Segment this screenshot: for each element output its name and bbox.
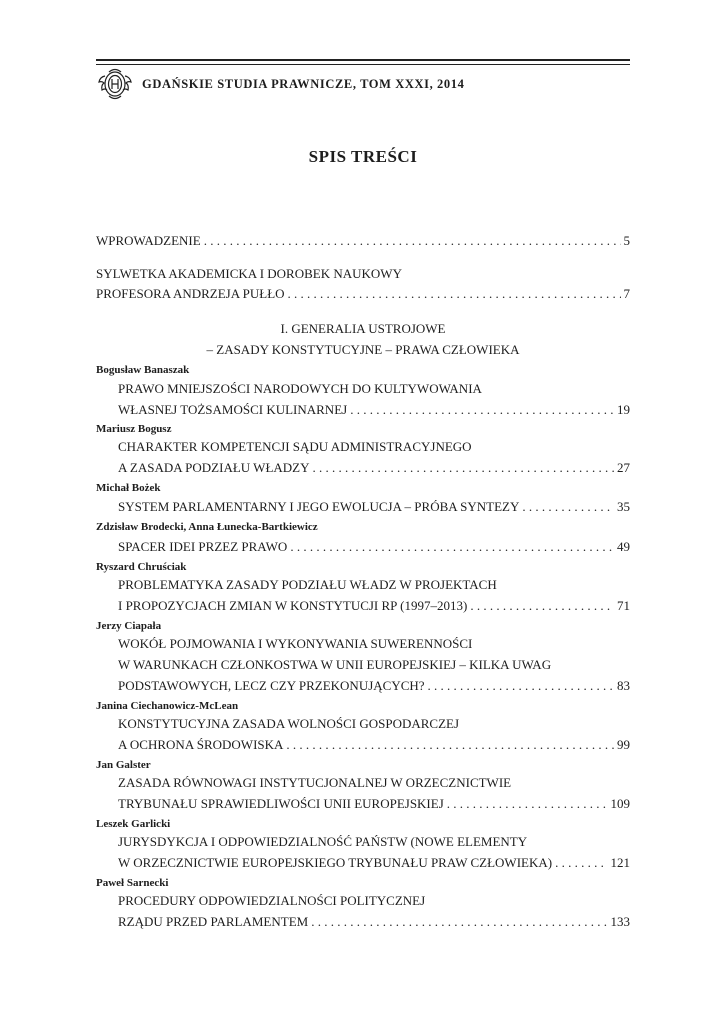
toc-entry-title: JURYSDYKCJA I ODPOWIEDZIALNOŚĆ PAŃSTW (NOWE ELEMENTY — [118, 834, 528, 849]
toc-author: Ryszard Chruściak — [96, 561, 187, 573]
toc-entry-title: W ORZECZNICTWIE EUROPEJSKIEGO TRYBUNAŁU PRAW CZŁOWIEKA) — [118, 855, 553, 870]
toc-entry-title: I PROPOZYCJACH ZMIAN W KONSTYTUCJI RP (1997–2013) — [118, 598, 468, 613]
toc-page-number: 27 — [617, 460, 630, 475]
toc-entry-title: RZĄDU PRZED PARLAMENTEM — [118, 914, 309, 929]
journal-title: GDAŃSKIE STUDIA PRAWNICZE, TOM XXXI, 2014 — [142, 77, 465, 91]
toc-page-number: 83 — [617, 678, 630, 693]
dot-leader — [313, 459, 614, 477]
toc-author: Leszek Garlicki — [96, 818, 171, 830]
toc-author: Bogusław Banaszak — [96, 364, 190, 376]
dot-leader — [555, 854, 607, 872]
university-seal-icon — [97, 67, 133, 101]
toc-author: Janina Ciechanowicz-McLean — [96, 700, 239, 712]
toc-entry-title: A OCHRONA ŚRODOWISKA — [118, 737, 284, 752]
toc-entry-title: WPROWADZENIE — [96, 233, 201, 248]
section-subheading: – ZASADY KONSTYTUCYJNE – PRAWA CZŁOWIEKA — [206, 342, 520, 357]
dot-leader — [204, 232, 621, 250]
toc-entry-title: WŁASNEJ TOŻSAMOŚCI KULINARNEJ — [118, 402, 348, 417]
toc-entry-title: CHARAKTER KOMPETENCJI SĄDU ADMINISTRACYJNEGO — [118, 439, 472, 454]
toc-page-number: 99 — [617, 737, 630, 752]
toc-page-number: 49 — [617, 539, 630, 554]
toc-entry-title: PODSTAWOWYCH, LECZ CZY PRZEKONUJĄCYCH? — [118, 678, 425, 693]
toc-entry-profile[interactable] — [96, 285, 630, 303]
toc-entry[interactable] — [118, 498, 630, 516]
page-title: SPIS TREŚCI — [308, 147, 418, 166]
toc-entry[interactable] — [118, 736, 630, 754]
dot-leader — [428, 677, 614, 695]
toc-author: Paweł Sarnecki — [96, 877, 169, 889]
toc-entry[interactable] — [118, 401, 630, 419]
toc-entry[interactable] — [118, 854, 630, 872]
toc-entry[interactable] — [118, 677, 630, 695]
toc-entry-title: A ZASADA PODZIAŁU WŁADZY — [118, 460, 310, 475]
toc-page-number: 7 — [623, 286, 630, 301]
toc-entry-title: PRAWO MNIEJSZOŚCI NARODOWYCH DO KULTYWOWANIA — [118, 381, 482, 396]
toc-author: Michał Bożek — [96, 482, 161, 494]
toc-page-number: 109 — [610, 796, 630, 811]
dot-leader — [288, 285, 621, 303]
toc-author: Mariusz Bogusz — [96, 423, 172, 435]
toc-page-number: 35 — [617, 499, 630, 514]
toc-entry-title: SYLWETKA AKADEMICKA I DOROBEK NAUKOWY — [96, 266, 402, 281]
toc-entry-title: PROCEDURY ODPOWIEDZIALNOŚCI POLITYCZNEJ — [118, 893, 426, 908]
dot-leader — [522, 498, 614, 516]
toc-entry-title: PROFESORA ANDRZEJA PUŁŁO — [96, 286, 285, 301]
toc-entry-title: SPACER IDEI PRZEZ PRAWO — [118, 539, 288, 554]
toc-author: Zdzisław Brodecki, Anna Łunecka-Bartkiewicz — [96, 521, 318, 533]
dot-leader — [286, 736, 614, 754]
toc-author: Jerzy Ciapała — [96, 620, 162, 632]
toc-author: Jan Galster — [96, 759, 151, 771]
header-rule-thin — [96, 64, 630, 65]
toc-page-number: 133 — [610, 914, 630, 929]
dot-leader — [447, 795, 608, 813]
toc-entry[interactable] — [118, 597, 630, 615]
header-rule-thick — [96, 59, 630, 61]
toc-page-number: 19 — [617, 402, 630, 417]
toc-entry[interactable] — [118, 913, 630, 931]
toc-entry-title: SYSTEM PARLAMENTARNY I JEGO EWOLUCJA – PRÓBA SYNTEZY — [118, 499, 520, 514]
toc-entry-title: WOKÓŁ POJMOWANIA I WYKONYWANIA SUWERENNOŚCI — [118, 636, 473, 651]
toc-entry-title: KONSTYTUCYJNA ZASADA WOLNOŚCI GOSPODARCZEJ — [118, 716, 460, 731]
toc-entry-title: ZASADA RÓWNOWAGI INSTYTUCJONALNEJ W ORZECZNICTWIE — [118, 775, 512, 790]
toc-entry[interactable] — [118, 538, 630, 556]
section-heading: I. GENERALIA USTROJOWE — [280, 321, 446, 336]
toc-entry-title: W WARUNKACH CZŁONKOSTWA W UNII EUROPEJSKIEJ – KILKA UWAG — [118, 657, 552, 672]
toc-entry[interactable] — [118, 459, 630, 477]
dot-leader — [470, 597, 614, 615]
dot-leader — [350, 401, 614, 419]
dot-leader — [290, 538, 614, 556]
toc-page-number: 71 — [617, 598, 630, 613]
toc-entry[interactable] — [118, 795, 630, 813]
toc-entry-introduction[interactable] — [96, 232, 630, 250]
toc-page-number: 5 — [623, 233, 630, 248]
toc-page-number: 121 — [610, 855, 630, 870]
toc-entry-title: PROBLEMATYKA ZASADY PODZIAŁU WŁADZ W PROJEKTACH — [118, 577, 497, 592]
toc-entry-title: TRYBUNAŁU SPRAWIEDLIWOŚCI UNII EUROPEJSKIEJ — [118, 796, 444, 811]
dot-leader — [311, 913, 607, 931]
